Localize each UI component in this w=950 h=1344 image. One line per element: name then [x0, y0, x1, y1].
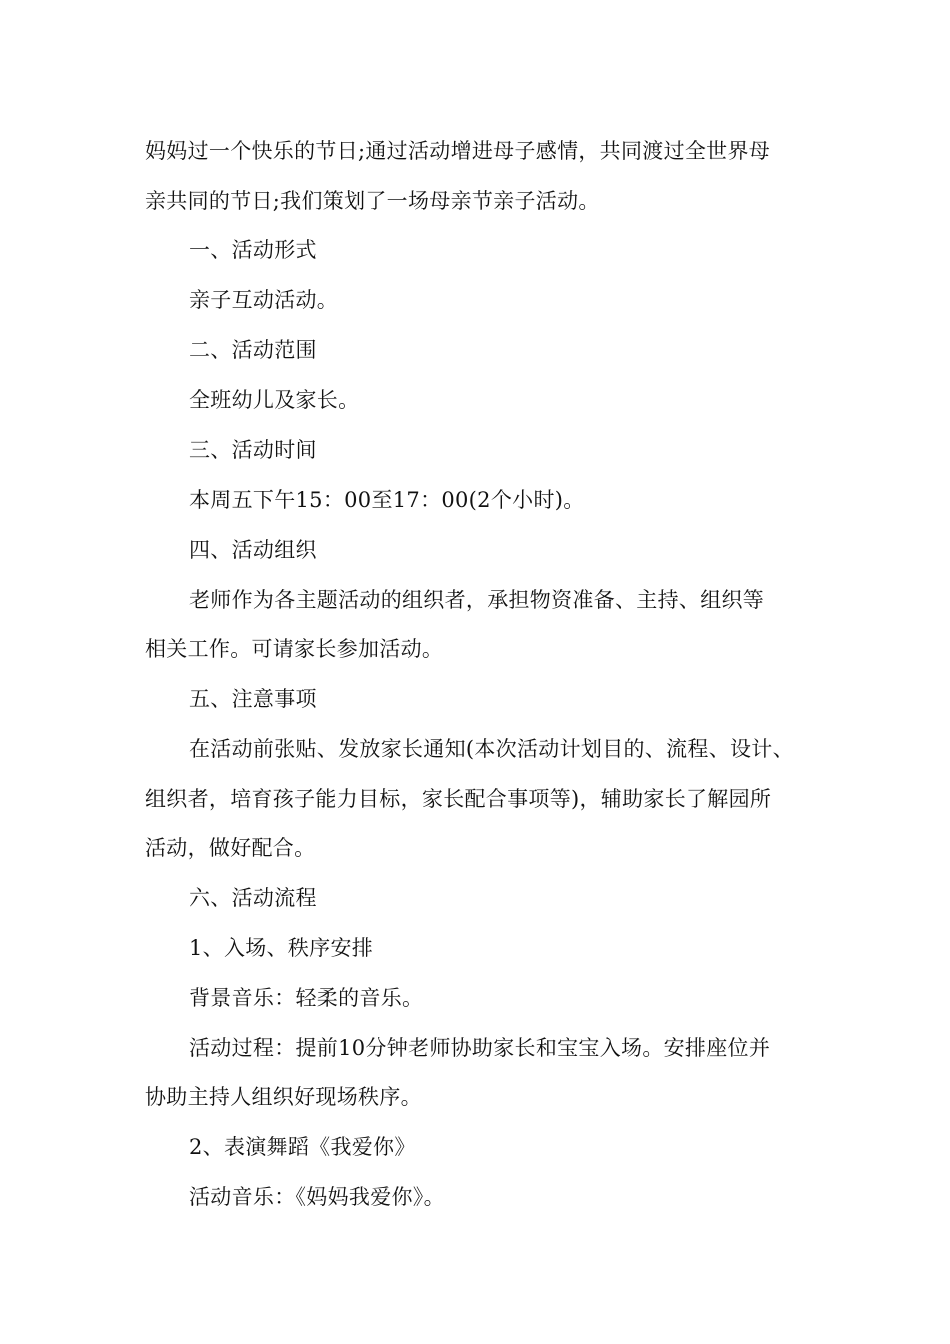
process-step-1-heading: 1、入场、秩序安排	[189, 936, 374, 960]
section-text-notes-line-1: 在活动前张贴、发放家长通知(本次活动计划目的、流程、设计、	[189, 737, 794, 761]
section-text-notes-line-2: 组织者，培育孩子能力目标，家长配合事项等)，辅助家长了解园所	[145, 787, 772, 811]
process-step-1-detail-line-2: 协助主持人组织好现场秩序。	[145, 1085, 422, 1109]
paragraph-intro-line-1: 妈妈过一个快乐的节日;通过活动增进母子感情，共同渡过全世界母	[145, 139, 771, 163]
section-heading-notes: 五、注意事项	[189, 687, 317, 711]
process-step-2-heading: 2、表演舞蹈《我爱你》	[189, 1135, 416, 1159]
section-heading-time: 三、活动时间	[189, 438, 317, 462]
section-text-time: 本周五下午15：00至17：00(2个小时)。	[189, 488, 585, 512]
process-step-1-detail-line-1: 活动过程：提前10分钟老师协助家长和宝宝入场。安排座位并	[189, 1036, 771, 1060]
process-step-2-music: 活动音乐：《妈妈我爱你》。	[189, 1185, 445, 1209]
section-text-organization-line-1: 老师作为各主题活动的组织者，承担物资准备、主持、组织等	[189, 588, 765, 612]
section-heading-scope: 二、活动范围	[189, 338, 317, 362]
section-text-notes-line-3: 活动，做好配合。	[145, 836, 316, 860]
section-heading-form: 一、活动形式	[189, 238, 317, 262]
section-text-form: 亲子互动活动。	[189, 288, 339, 312]
section-text-scope: 全班幼儿及家长。	[189, 388, 360, 412]
section-heading-process: 六、活动流程	[189, 886, 317, 910]
section-heading-organization: 四、活动组织	[189, 538, 317, 562]
section-text-organization-line-2: 相关工作。可请家长参加活动。	[145, 637, 444, 661]
paragraph-intro-line-2: 亲共同的节日;我们策划了一场母亲节亲子活动。	[145, 189, 600, 213]
process-step-1-music: 背景音乐：轻柔的音乐。	[189, 986, 424, 1010]
